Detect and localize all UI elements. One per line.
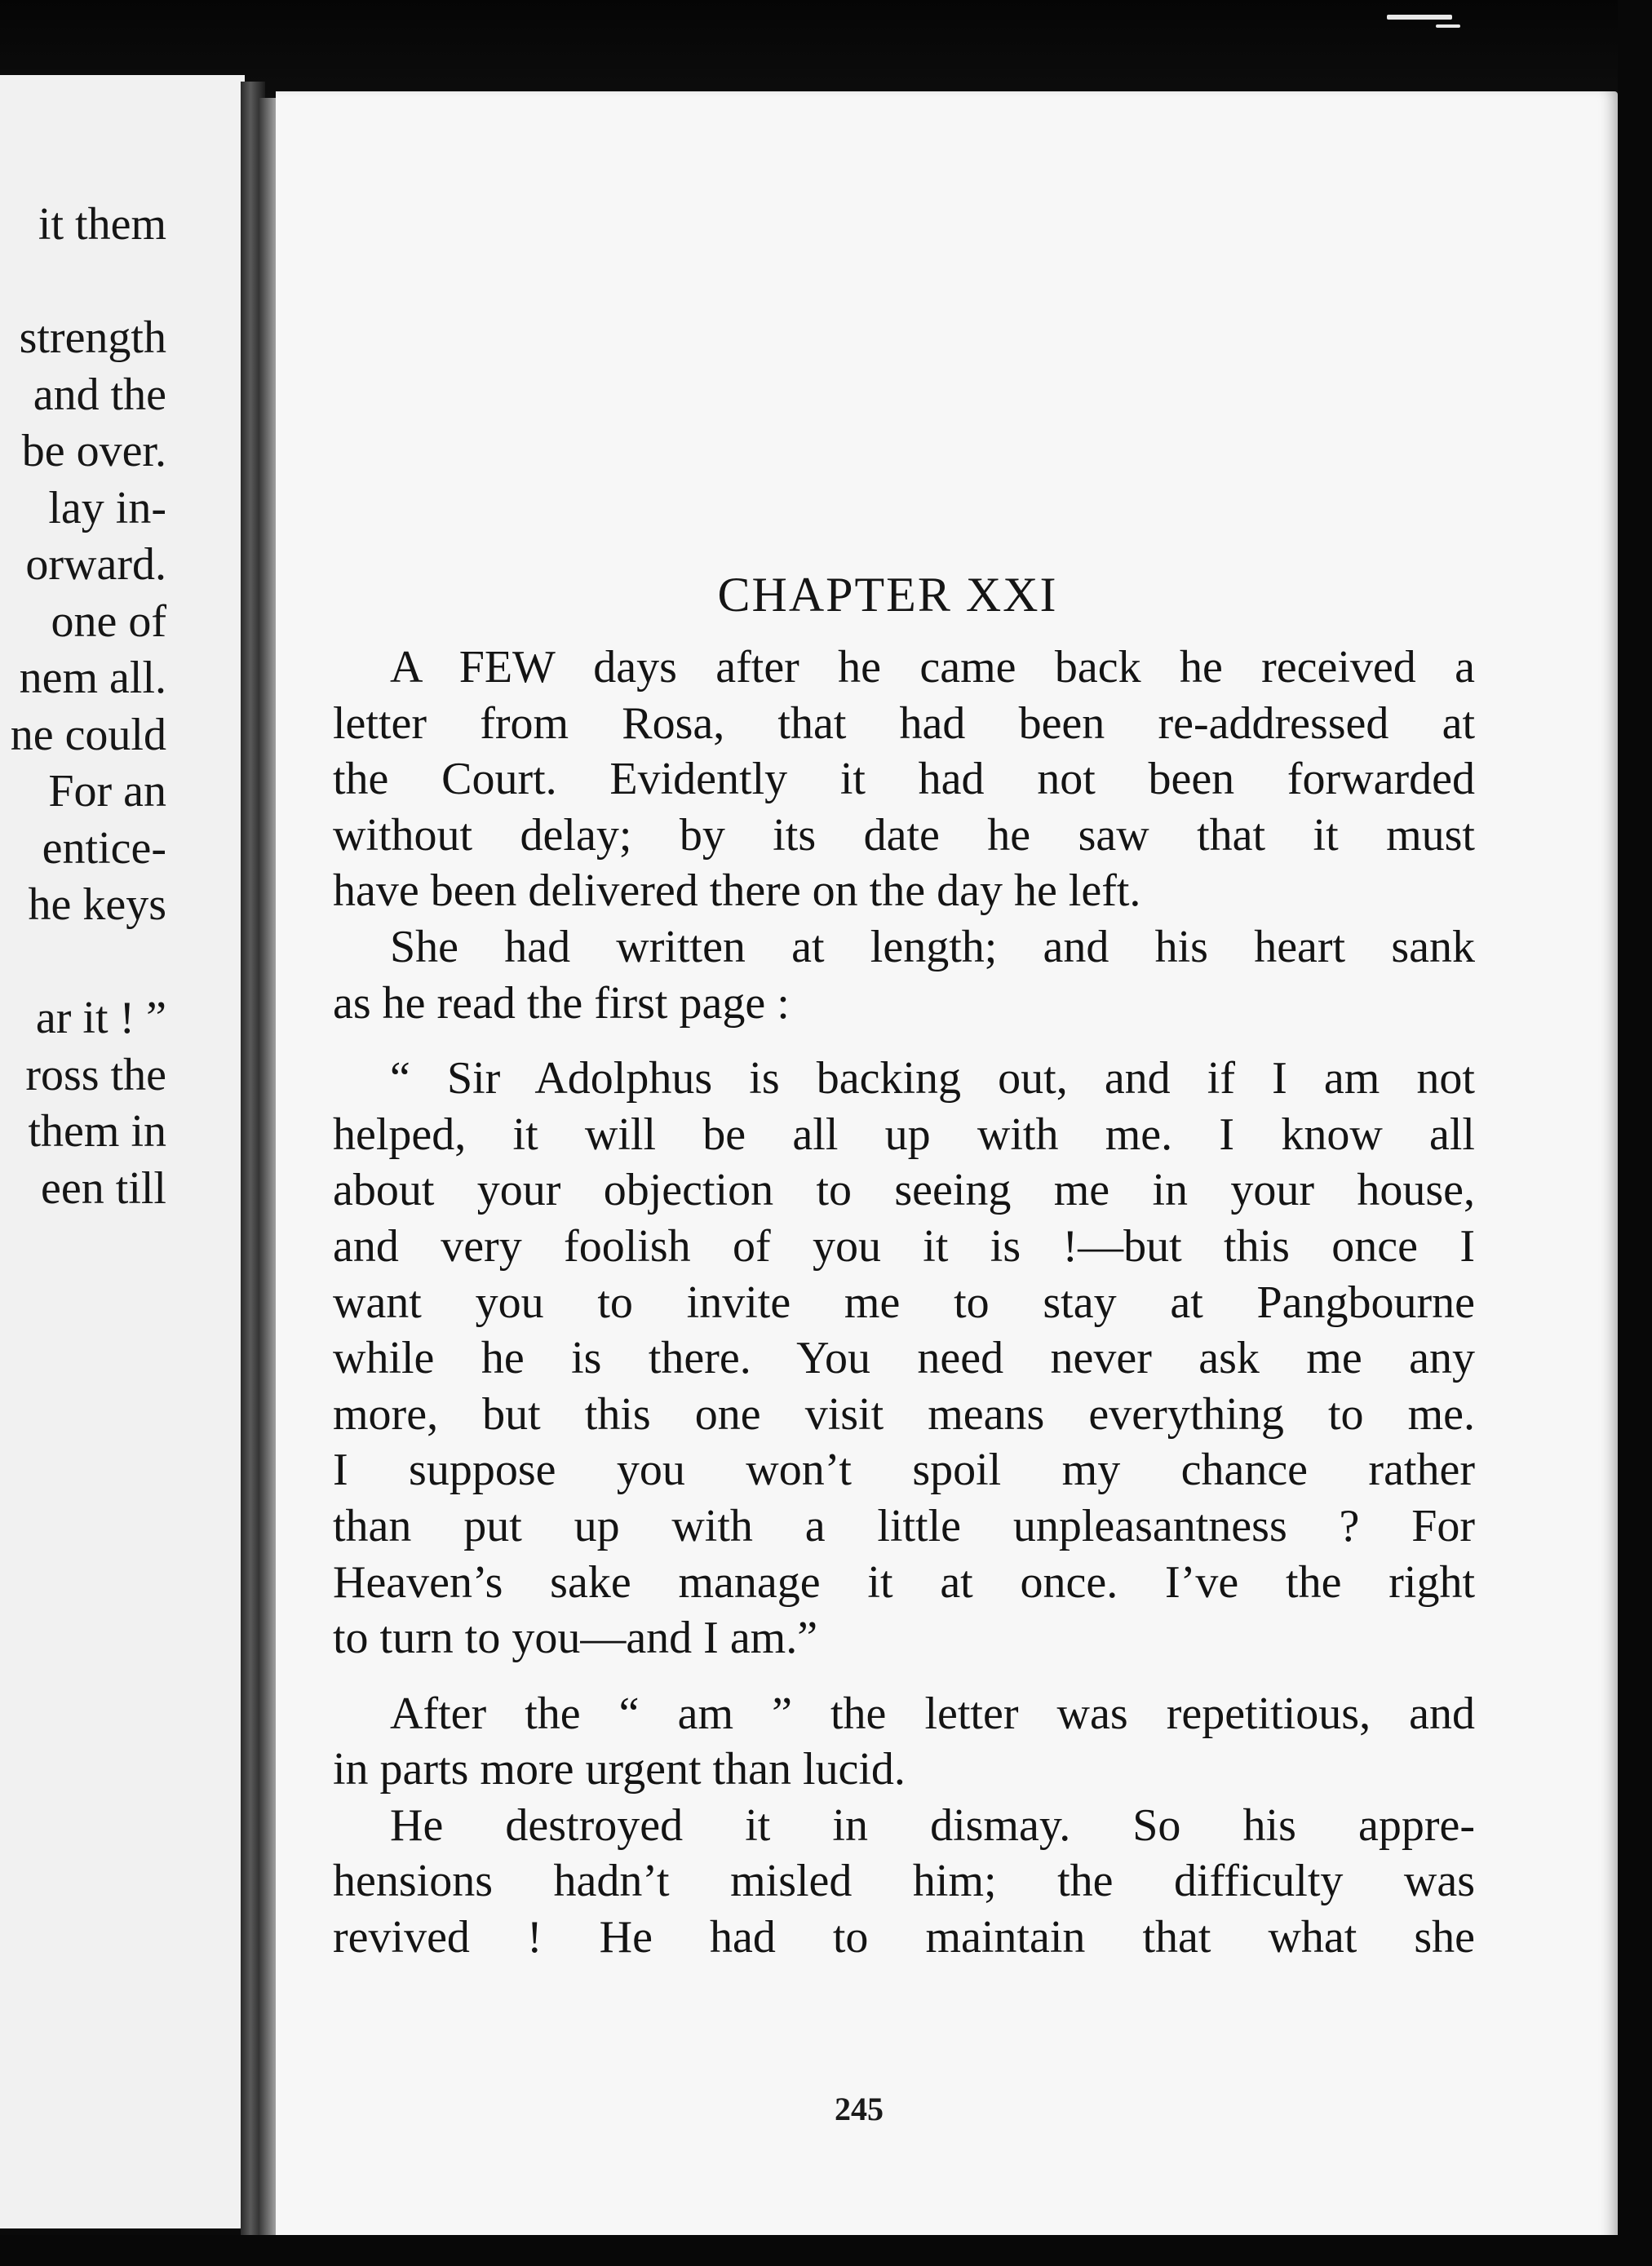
text-line: without delay; by its date he saw that it must xyxy=(333,809,1475,861)
text-line: helped, it will be all up with me. I know all xyxy=(333,1109,1475,1160)
left-page-text-line: orward. xyxy=(25,539,166,590)
left-page-text-line: be over. xyxy=(21,426,166,476)
left-page-text-line: one of xyxy=(51,595,166,647)
text-line: letter from Rosa, that had been re-addressed at xyxy=(333,697,1475,749)
left-page-text-line: he keys xyxy=(28,879,166,930)
text-line: revived ! He had to maintain that what she xyxy=(333,1912,1475,1963)
paragraph-3 xyxy=(333,1686,1475,1798)
scan-edge-right xyxy=(1618,0,1652,2266)
paragraph-4 xyxy=(333,1798,1475,1966)
left-page-text-line: them in xyxy=(28,1106,166,1157)
paragraph-2 xyxy=(333,919,1475,1031)
text-line: more, but this one visit means everything to me. xyxy=(333,1388,1475,1440)
left-page-text-line: and the xyxy=(33,369,166,420)
left-page-text-line: ar it ! ” xyxy=(35,993,166,1043)
paragraph-1 xyxy=(333,640,1475,919)
scan-edge-bottom xyxy=(0,2235,1652,2266)
text-line: want you to invite me to stay at Pangbourne xyxy=(333,1277,1475,1328)
text-line: and very foolish of you it is !—but this once I xyxy=(333,1220,1475,1272)
text-line: while he is there. You need never ask me any xyxy=(333,1333,1475,1384)
scan-speck xyxy=(1387,15,1452,20)
left-page-text-line: lay in- xyxy=(48,482,166,533)
text-line: have been delivered there on the day he left. xyxy=(333,865,1141,917)
left-page-fragment xyxy=(0,75,245,2228)
text-line: After the “ am ” the letter was repetitious, and xyxy=(390,1688,1475,1739)
left-page-text-line: strength xyxy=(19,312,166,363)
page-body-text xyxy=(333,640,1475,1966)
text-line: to turn to you—and I am.” xyxy=(333,1613,818,1664)
chapter-title: CHAPTER XXI xyxy=(717,568,1058,622)
quoted-letter xyxy=(333,1051,1475,1666)
left-page-text-line: ne could xyxy=(10,709,166,760)
page-number: 245 xyxy=(835,2091,884,2127)
left-page-text-line: entice- xyxy=(42,822,166,874)
text-line: as he read the first page : xyxy=(333,977,790,1029)
text-line: Heaven’s sake manage it at once. I’ve the right xyxy=(333,1556,1475,1608)
text-line: A FEW days after he came back he received a xyxy=(390,642,1475,693)
scan-speck xyxy=(1436,24,1460,28)
left-page-text-line: ross the xyxy=(25,1049,166,1100)
text-line: He destroyed it in dismay. So his appre- xyxy=(390,1799,1475,1851)
text-line: She had written at length; and his heart sank xyxy=(390,921,1475,972)
left-page-text-line: nem all. xyxy=(19,653,166,703)
text-line: hensions hadn’t misled him; the difficulty was xyxy=(333,1856,1475,1907)
right-page xyxy=(276,91,1618,2253)
text-line: in parts more urgent than lucid. xyxy=(333,1744,906,1795)
left-page-text-line: een till xyxy=(41,1162,166,1214)
left-page-text-line: it them xyxy=(38,199,166,250)
text-line: about your objection to seeing me in your house, xyxy=(333,1165,1475,1216)
text-line: than put up with a little unpleasantness ? For xyxy=(333,1500,1475,1551)
text-line: the Court. Evidently it had not been forwarded xyxy=(333,754,1475,805)
left-page-text-line: For an xyxy=(48,766,166,817)
text-line: “ Sir Adolphus is backing out, and if I am not xyxy=(390,1053,1475,1104)
text-line: I suppose you won’t spoil my chance rather xyxy=(333,1445,1475,1496)
